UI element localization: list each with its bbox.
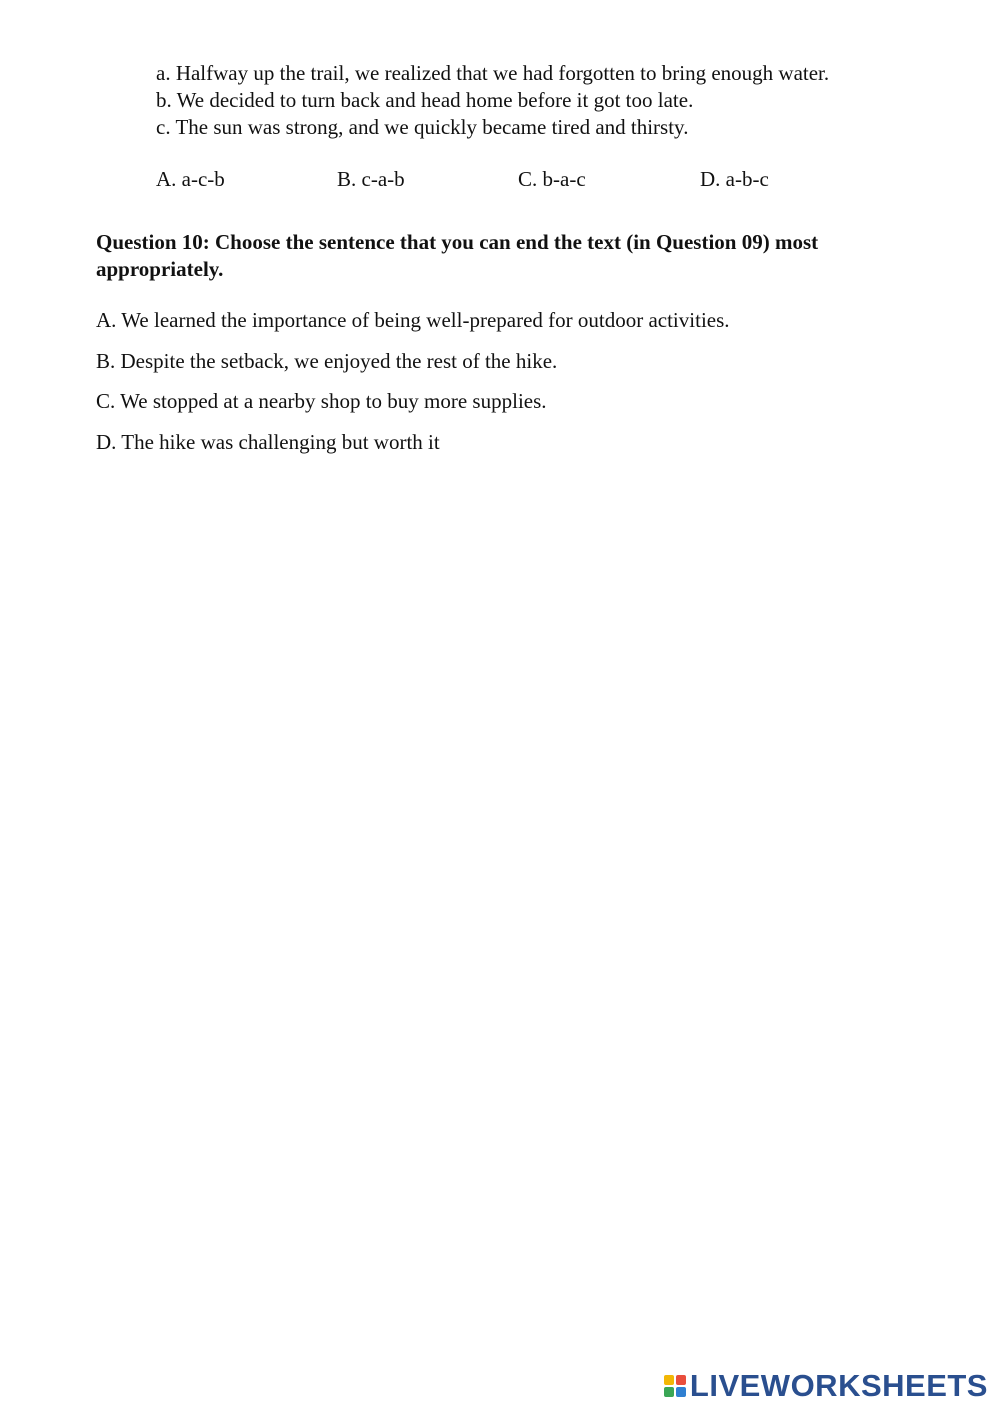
answer-d[interactable]: D. The hike was challenging but worth it [96, 429, 440, 454]
question10-answers [96, 307, 956, 469]
liveworksheets-logo-icon [664, 1375, 686, 1397]
sentence-c: c. The sun was strong, and we quickly became tired and thirsty. [156, 115, 689, 139]
ordering-sentences [156, 60, 956, 141]
sentence-b: b. We decided to turn back and head home before it got too late. [156, 88, 694, 112]
question10-heading: Question 10: Choose the sentence that you can end the text (in Question 09) most appropriately. [96, 230, 819, 281]
answer-b[interactable]: B. Despite the setback, we enjoyed the rest of the hike. [96, 348, 558, 373]
liveworksheets-brand [664, 1369, 988, 1403]
sentence-a: a. Halfway up the trail, we realized that we had forgotten to bring enough water. [156, 61, 830, 85]
answer-c[interactable]: C. We stopped at a nearby shop to buy more supplies. [96, 389, 547, 413]
question9-options [0, 166, 1000, 194]
option-b[interactable]: B. c-a-b [337, 167, 405, 191]
answer-a[interactable]: A. We learned the importance of being well-prepared for outdoor activities. [96, 308, 730, 332]
option-c[interactable]: C. b-a-c [518, 167, 586, 191]
brand-text: LIVEWORKSHEETS [689, 1368, 988, 1403]
option-a[interactable]: A. a-c-b [156, 167, 225, 191]
option-d[interactable]: D. a-b-c [700, 167, 769, 191]
